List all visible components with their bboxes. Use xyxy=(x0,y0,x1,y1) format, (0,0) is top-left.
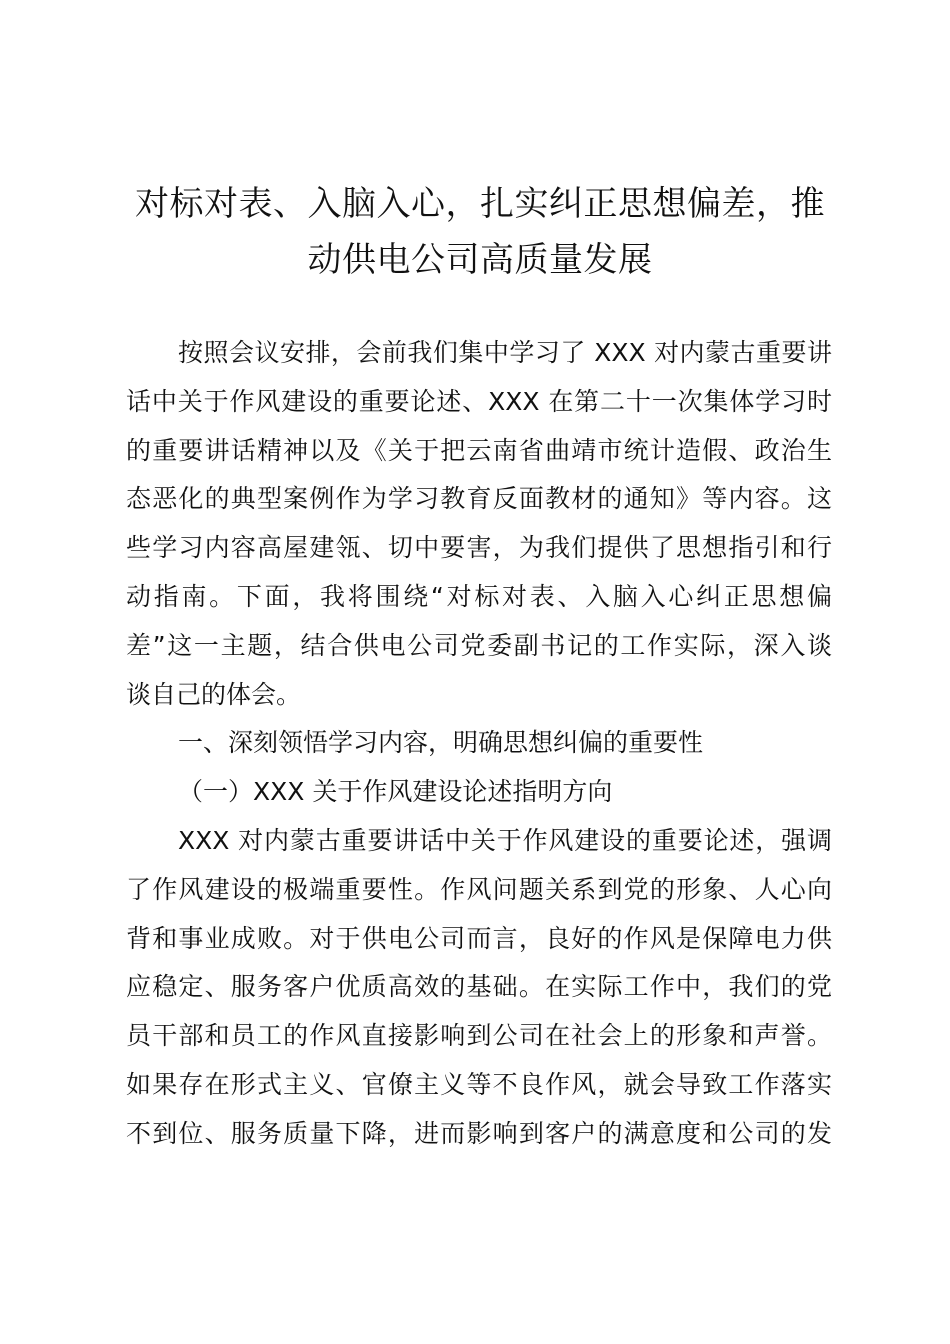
section-heading: 一、深刻领悟学习内容，明确思想纠偏的重要性 xyxy=(178,728,704,758)
intro-line: 态恶化的典型案例作为学习教育反面教材的通知》等内容。这 xyxy=(126,484,832,514)
document-body xyxy=(126,329,832,1159)
intro-line: 按照会议安排，会前我们集中学习了 XXX 对内蒙古重要讲 xyxy=(178,338,832,367)
intro-line: 话中关于作风建设的重要论述、XXX 在第二十一次集体学习时 xyxy=(126,386,832,416)
intro-line: 谈自己的体会。 xyxy=(126,679,302,709)
title-line: 对标对表、入脑入心，扎实纠正思想偏差，推 xyxy=(135,184,825,224)
body-line: 员干部和员工的作风直接影响到公司在社会上的形象和声誉。 xyxy=(126,1021,832,1051)
document-title xyxy=(110,176,850,288)
intro-line: 动指南。下面，我将围绕“对标对表、入脑入心纠正思想偏 xyxy=(126,581,832,611)
body-line: 如果存在形式主义、官僚主义等不良作风，就会导致工作落实 xyxy=(126,1069,832,1099)
body-line: 不到位、服务质量下降，进而影响到客户的满意度和公司的发 xyxy=(126,1118,832,1148)
intro-line: 的重要讲话精神以及《关于把云南省曲靖市统计造假、政治生 xyxy=(126,435,832,465)
intro-line: 差”这一主题，结合供电公司党委副书记的工作实际，深入谈 xyxy=(126,630,832,660)
body-line: 背和事业成败。对于供电公司而言，良好的作风是保障电力供 xyxy=(126,923,832,953)
title-line: 动供电公司高质量发展 xyxy=(307,240,653,280)
body-line: XXX 对内蒙古重要讲话中关于作风建设的重要论述，强调 xyxy=(178,825,832,855)
subsection-heading: （一）XXX 关于作风建设论述指明方向 xyxy=(178,777,613,807)
intro-line: 些学习内容高屋建瓴、切中要害，为我们提供了思想指引和行 xyxy=(126,533,832,563)
body-line: 应稳定、服务客户优质高效的基础。在实际工作中，我们的党 xyxy=(126,972,832,1002)
body-line: 了作风建设的极端重要性。作风问题关系到党的形象、人心向 xyxy=(126,874,832,904)
